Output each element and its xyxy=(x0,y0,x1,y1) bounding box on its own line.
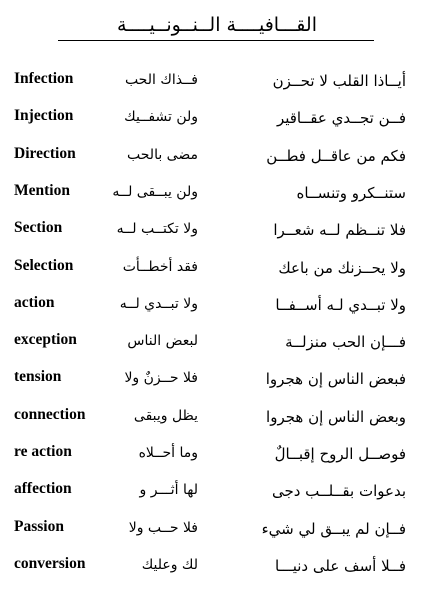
second-hemistich-arabic: لك وعليك xyxy=(141,556,198,573)
poem-line xyxy=(0,290,434,324)
poem-line xyxy=(0,327,434,361)
poem-line xyxy=(0,476,434,510)
first-hemistich: ولا تبــدي لـه أســفــا xyxy=(275,295,406,314)
poem-line xyxy=(0,141,434,175)
first-hemistich: فوصــل الروح إقبــالٌ xyxy=(274,445,406,463)
rhyme-word-english: affection xyxy=(14,480,72,498)
second-hemistich-arabic: فــذاك الحب xyxy=(124,72,198,88)
first-hemistich: وبعض الناس إن هجروا xyxy=(266,407,406,426)
poem-line xyxy=(0,103,434,137)
poem-title: القـــافيــــة الــنــونــيــــة xyxy=(117,14,317,36)
rhyme-word-english: exception xyxy=(14,331,77,349)
first-hemistich: ولا يحــزنك من باعك xyxy=(278,258,406,277)
poem-line xyxy=(0,215,434,249)
second-hemistich-arabic: وما أحــلاه xyxy=(138,445,198,461)
rhyme-word-english: Injection xyxy=(14,107,74,125)
first-hemistich: فكم من عاقــل فطــن xyxy=(266,146,406,165)
poem-line xyxy=(0,364,434,398)
first-hemistich: فــإن لم يبــق لي شيء xyxy=(261,519,406,538)
poem-line xyxy=(0,402,434,436)
first-hemistich: فلا تنــظم لــه شعــرا xyxy=(273,221,406,240)
rhyme-word-english: Section xyxy=(14,219,63,237)
rhyme-word-english: Selection xyxy=(14,256,74,274)
second-hemistich-arabic: فلا حــب ولا xyxy=(128,519,198,536)
second-hemistich-arabic: لها أثـــر و xyxy=(139,482,198,499)
rhyme-word-english: tension xyxy=(14,368,62,386)
first-hemistich: ستنــكرو وتنســاه xyxy=(296,183,406,202)
poem-line xyxy=(0,178,434,212)
first-hemistich: فــلا أسف على دنيـــا xyxy=(274,556,406,575)
rhyme-word-english: Direction xyxy=(14,144,76,162)
second-hemistich-arabic: ولن تشفــيك xyxy=(124,109,198,126)
first-hemistich: أيــاذا القلب لا تحــزن xyxy=(272,72,406,90)
second-hemistich-arabic: ولا تبــدي لــه xyxy=(119,295,198,312)
second-hemistich-arabic: مضى بالحب xyxy=(127,146,198,163)
poem-line xyxy=(0,514,434,548)
rhyme-word-english: Mention xyxy=(14,181,70,199)
rhyme-word-english: conversion xyxy=(14,554,86,572)
poem-line xyxy=(0,253,434,287)
second-hemistich-arabic: ولن يبــقى لــه xyxy=(112,183,198,200)
poem-line xyxy=(0,66,434,100)
poem-line xyxy=(0,439,434,473)
first-hemistich: فبعض الناس إن هجروا xyxy=(265,370,406,389)
poem-line xyxy=(0,551,434,585)
second-hemistich-arabic: فلا حــزنٌ ولا xyxy=(124,370,198,387)
second-hemistich-arabic: فقد أخطــأت xyxy=(122,258,198,275)
first-hemistich: فـــإن الحب منزلــة xyxy=(285,333,406,352)
first-hemistich: بدعوات بقــلــب دجى xyxy=(271,482,406,501)
first-hemistich: فــن تجــدي عقــاقير xyxy=(276,109,406,128)
rhyme-word-english: action xyxy=(14,293,55,311)
rhyme-word-english: Passion xyxy=(14,517,64,535)
second-hemistich-arabic: يظل ويبقى xyxy=(133,407,198,424)
rhyme-word-english: connection xyxy=(14,405,86,423)
rhyme-word-english: re action xyxy=(14,443,72,460)
second-hemistich-arabic: ولا تكتــب لــه xyxy=(116,221,198,238)
second-hemistich-arabic: لبعض الناس xyxy=(127,333,198,350)
rhyme-word-english: Infection xyxy=(14,70,74,87)
title-underline xyxy=(58,40,374,41)
